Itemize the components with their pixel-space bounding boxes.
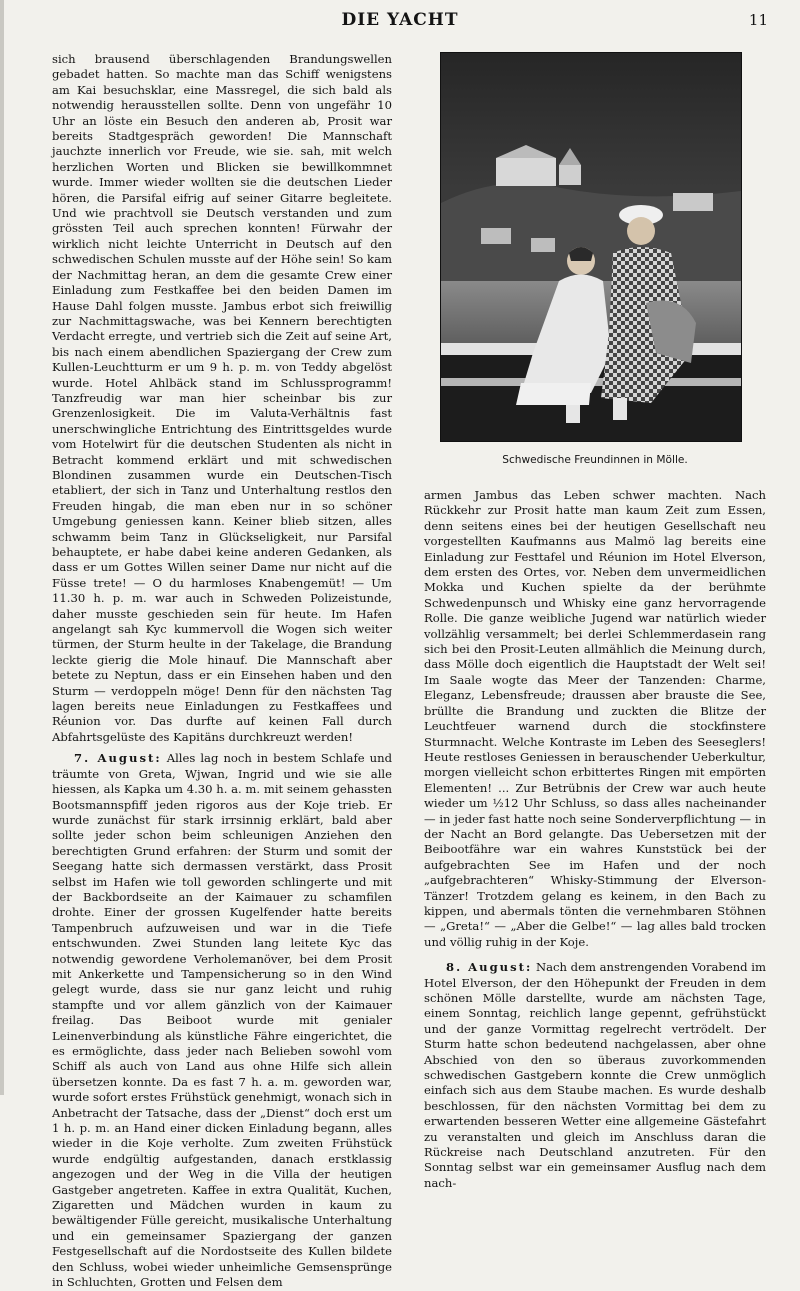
paragraph-aug7-text: Alles lag noch in bestem Schlafe und träumte von Greta, Wjwan, Ingrid und wie sie alle hiessen, als Kapka um 4.30 h. a. m. mit seinem gehassten Bootsmannspfiff jeden rigoros aus der Koje trieb. Er wurde zunächst für stark irrsinnig erklärt, bald aber sollte jeder schon beim schleunigen Anziehen den berechtigten Grund erfahren: der Sturm und somit der Seegang hatte sich dermassen verstärkt, dass Prosit selbst im Hafen wie toll geworden schlingerte und mit der Backbordseite an der Kaimauer zu schamfilen drohte. Einer der grossen Kugelfender hatte bereits Tampenbruch aufzuweisen und war in die Tiefe entschwunden. Zwei Stunden lang leitete Kyc das notwendig gewordene Verholemanöver, bei dem Prosit mit Ankerkette und Tampensicherung so in den Wind gelegt wurde, dass sie nur ganz leicht und ruhig stampfte und vor allem gänzlich von der Kaimauer freilag. Das Beiboot wurde mit genialer Leinenverbindung als künstliche Fähre eingerichtet, die es ermöglichte, dass jeder nach Belieben sowohl vom Schiff als auch von Land aus ohne Hilfe sich allein übersetzen konnte. Da es fast 7 h. a. m. geworden war, wurde sofort erstes Frühstück genehmigt, wonach sich in Anbetracht der Tatsache, dass der „Dienst“ doch erst um 1 h. p. m. an Hand einer dicken Einladung begann, alles wieder in die Koje verholte. Zum zweiten Frühstück wurde endgültig aufgestanden, danach erstklassig angezogen und der Weg in die Villa der heutigen Gastgeber angetreten. Kaffee in extra Qualität, Kuchen, Zigaretten und Mädchen wurden in kaum zu bewältigender Fülle gereicht, musikalische Unterhaltung und ein gemeinsamer Spaziergang der ganzen Festgesellschaft auf die Nordostseite des Kullen bildete den Schluss, wobei wieder unheimliche Gemsensprünge in Schluchten, Grotten und Felsen dem: [52, 751, 393, 1290]
right-column: [424, 488, 766, 1191]
paragraph-aug8-text: Nach dem anstrengenden Vorabend im Hotel Elverson, der den Höhepunkt der Freuden in dem schönen Mölle darstellte, wurde am nächsten Tage, einem Sonntag, reichlich lange gepennt, gefrühstückt und der ganze Vormittag regelrecht vertrödelt. Der Sturm hatte schon bedeutend nachgelassen, aber ohne Abschied von den so überaus zuvorkommenden schwedischen Gastgebern konnte die Crew unmöglich einfach sich aus dem Staube machen. Es wurde deshalb beschlossen, für den nächsten Vormittag bei dem zu erwartenden besseren Wetter eine allgemeine Gästefahrt zu veranstalten und gleich im Anschluss daran die Rückreise nach Deutschland anzutreten. Für den Sonntag selbst war ein gemeinsamer Ausflug nach dem nach-: [424, 960, 766, 1190]
paragraph-aug6-continued: sich brausend überschlagenden Brandungswellen gebadet hatten. So machte man das Schiff wenigstens am Kai besuchsklar, eine Massregel, die sich bald als notwendig herausstellen sollte. Denn von ungefähr 10 Uhr an löste ein Besuch den anderen ab, Prosit war bereits Stadtgespräch geworden! Die Mannschaft jauchzte innerlich vor Freude, wie sie. sah, mit welch herzlichen Worten und Blicken sie bewillkommnet wurde. Immer wieder wollten sie die deutschen Lieder hören, die Parsifal eifrig auf seiner Gitarre begleitete. Und wie prachtvoll sie Deutsch verstanden und zum grössten Teil auch sprechen konnten! Fürwahr der wirklich nicht leichte Unterricht in Deutsch auf den schwedischen Schulen musste auf der Höhe sein! So kam der Nachmittag heran, an dem die gesamte Crew einer Einladung zum Festkaffee bei den beiden Damen im Hause Dahl folgen musste. Jambus erbot sich freiwillig zur Nachmittagswache, was bei Kennern berechtigten Verdacht erregte, und vertrieb sich die Zeit auf seine Art, bis nach einem abendlichen Spaziergang der Crew zum Kullen-Leuchtturm er um 9 h. p. m. von Teddy abgelöst wurde. Hotel Ahlbäck stand im Schlussprogramm! Tanzfreudig war man hier scheinbar bis zur Grenzenlosigkeit. Die im Valuta-Verhältnis fast unerschwingliche Entrichtung des Eintrittsgeldes wurde vom Hotelwirt für die deutschen Studenten als nicht in Betracht kommend erklärt und mit schwedischen Blondinen zusammen wurde ein Deutschen-Tisch etabliert, der sich in Tanz und Unterhaltung restlos den Freuden hingab, die man eben nur in so schöner Umgebung geniessen kann. Keiner blieb sitzen, alles schwamm beim Tanz in Glückseligkeit, nur Parsifal behauptete, er habe dabei keine anderen Gedanken, als dass er um Gottes Willen seiner Dame nur nicht auf die Füsse trete! — O du harmloses Knabengemüt! — Um 11.30 h. p. m. war auch in Schweden Polizeistunde, daher musste geschieden sein für heute. Im Hafen angelangt sah Kyc kummervoll die Wogen sich weiter türmen, der Sturm heulte in der Takelage, die Brandung leckte gierig die Mole hinauf. Die Mannschaft aber betete zu Neptun, dass er ein Einsehen haben und den Sturm — verdoppeln möge! Denn für den nächsten Tag lagen bereits neue Einladungen zu Festkaffees und Réunion vor. Das durfte auf keinen Fall durch Abfahrtsgelüste des Kapitäns durchkreuzt werden!: [52, 52, 392, 744]
left-column: [52, 52, 392, 1291]
photo-image: [441, 53, 741, 441]
paragraph-aug7-continued: armen Jambus das Leben schwer machten. Nach Rückkehr zur Prosit hatte man kaum Zeit zum Essen, denn seitens eines bei der heutigen Gesellschaft neu vorgestellten Kaufmanns aus Malmö lag bereits eine Einladung zur Festtafel und Réunion im Hotel Elverson, dem ersten des Ortes, vor. Neben dem unvermeidlichen Mokka und Kuchen spielte da der berühmte Schwedenpunsch und Whisky eine ganz hervorragende Rolle. Die ganze weibliche Jugend war natürlich wieder vollzählig versammelt; bei derlei Schlemmerdasein rang sich bei den Prosit-Leuten allmählich die Meinung durch, dass Mölle doch eigentlich die Hauptstadt der Welt sei! Im Saale wogte das Meer der Tanzenden: Charme, Eleganz, Lebensfreude; draussen aber brauste die See, brüllte die Brandung und zuckten die Blitze der Leuchtfeuer warnend durch die stockfinstere Sturmnacht. Welche Kontraste im Leben des Seeseglers! Heute restloses Geniessen in berauschender Ueberkultur, morgen vielleicht schon erbittertes Ringen mit empörten Elementen! ... Zur Betrübnis der Crew war auch heute wieder um ½12 Uhr Schluss, so dass alles nacheinander — in jeder fast hatte noch seine Sonderverpflichtung — in der Nacht an Bord gelangte. Das Uebersetzen mit der Beibootfähre war ein wahres Kunststück bei der aufgebrachten See im Hafen und der noch „aufgebrachteren“ Whisky-Stimmung der Elverson-Tänzer! Trotzdem gelang es keinem, in den Bach zu kippen, und abermals tönten die vernehmbaren Stöhnen — „Greta!“ — „Aber die Gelbe!“ — lag alles bald trocken und völlig ruhig in der Koje.: [424, 488, 766, 949]
photo-caption: Schwedische Freundinnen in Mölle.: [502, 454, 688, 466]
page-number: 11: [748, 11, 768, 29]
date-heading-aug8: 8. August:: [446, 960, 533, 975]
paragraph-aug7: [52, 751, 392, 1290]
running-title: DIE YACHT: [341, 10, 459, 30]
date-heading-aug7: 7. August:: [74, 751, 162, 766]
paragraph-aug8: [424, 960, 766, 1191]
page-edge-shadow: [0, 0, 4, 1095]
page-header: [0, 6, 800, 32]
photo-swedish-friends: [440, 52, 742, 442]
